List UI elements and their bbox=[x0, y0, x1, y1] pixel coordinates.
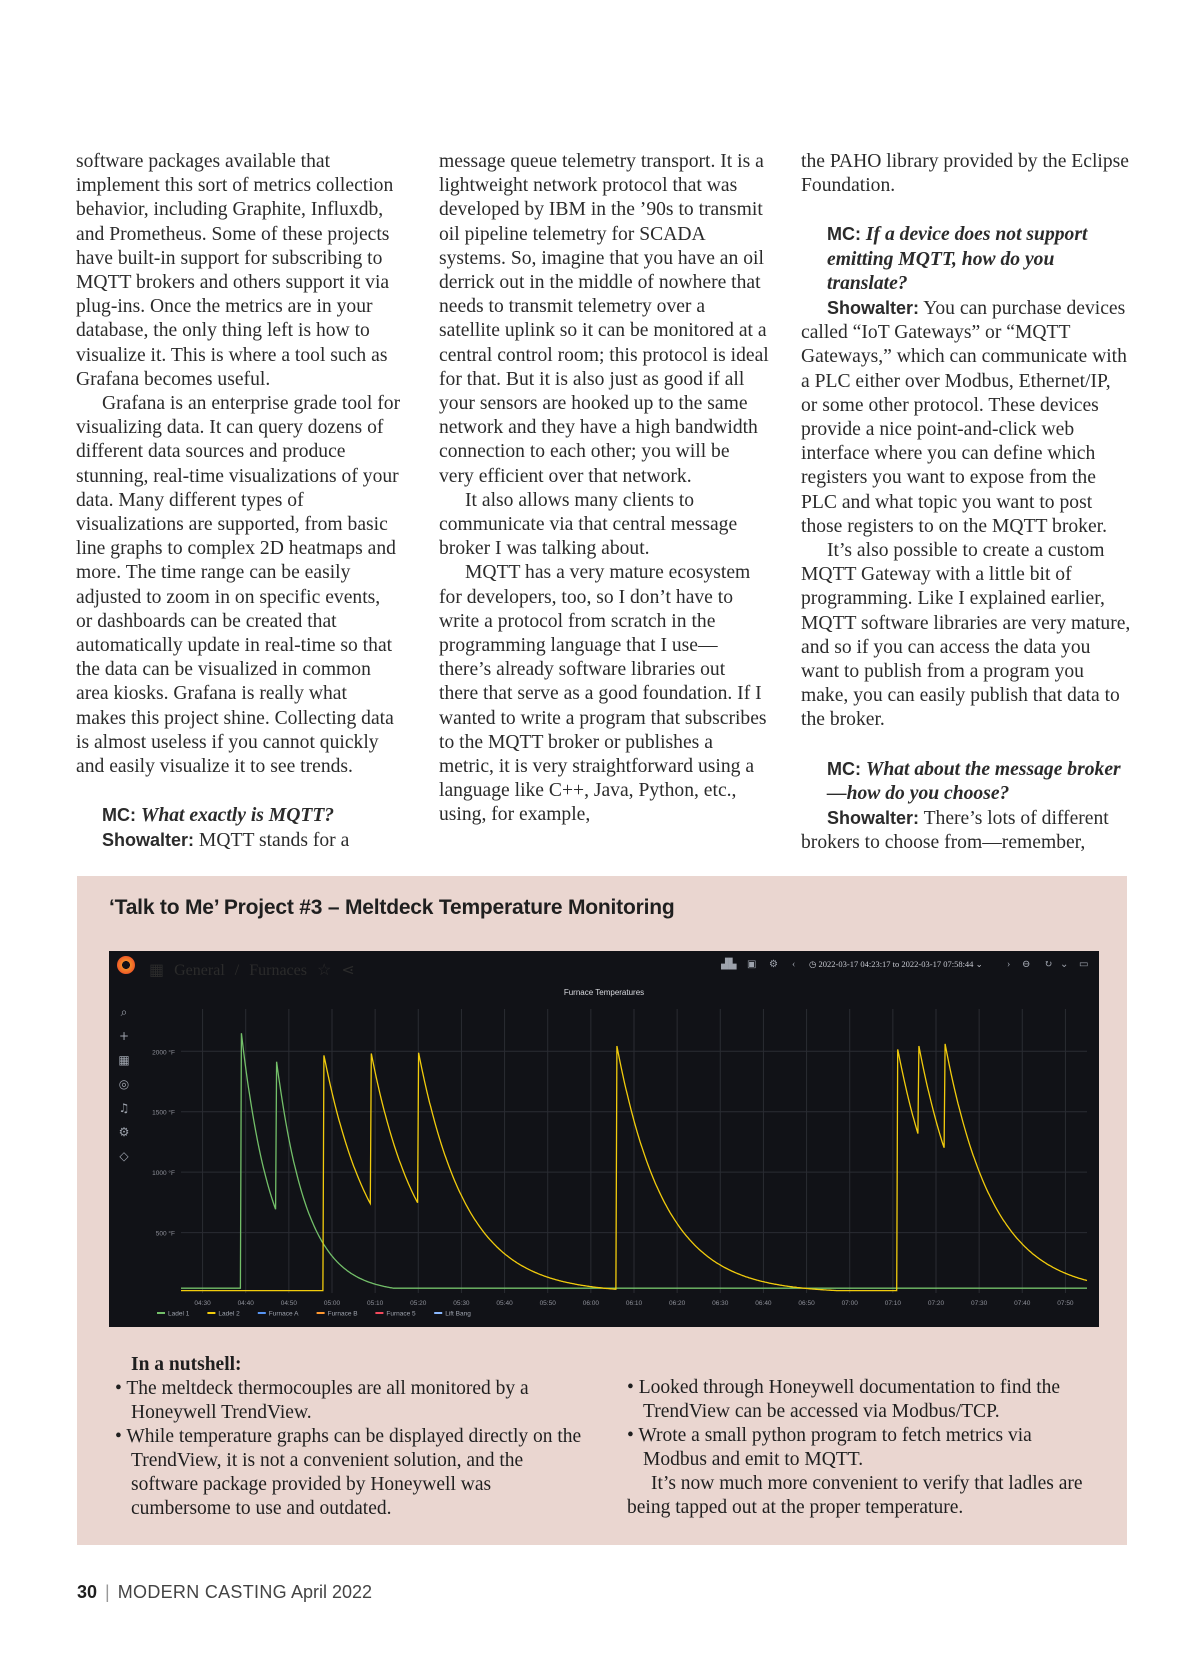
question-mqtt: MC: What exactly is MQTT? bbox=[102, 805, 335, 827]
save-icon[interactable]: ▣ bbox=[747, 959, 757, 970]
refresh-dropdown-icon[interactable]: ⌄ bbox=[1060, 959, 1069, 970]
x-tick-label: 06:00 bbox=[582, 1300, 599, 1307]
nutshell-closing: It’s now much more convenient to verify that ladles are being tapped out at the proper temperature. bbox=[627, 1473, 1083, 1518]
answer-translate: Showalter: You can purchase devices called “IoT Gateways” or “MQTT Gateways,” which can communicate with a PLC either over Modbus, Ethernet/IP, or some other protocol. These devices provide a nice point-and-click web interface where you can define which registers you want to expose from the PLC and what topic you want to post those registers to on the MQTT broker. bbox=[801, 298, 1127, 537]
paragraph: Grafana is an enterprise grade tool for visualizing data. It can query dozens of different data sources and produce stunning, real-time visualizations of your data. Many different types of visualizations are supported, from basic line graphs to complex 2D heatmaps and more. The time range can be easily adjusted to zoom in on specific events, or dashboards can be created that automatically update in real-time so that the data can be visualized in common area kiosks. Grafana is really what makes this project shine. Collecting data is almost useless if you cannot quickly and easily visualize it to see trends. bbox=[76, 393, 401, 778]
x-tick-label: 05:20 bbox=[410, 1300, 427, 1307]
article-column-1 bbox=[76, 150, 401, 854]
legend-label: Furnace B bbox=[327, 1310, 358, 1318]
x-tick-label: 06:50 bbox=[798, 1300, 815, 1307]
y-tick-label: 500 °F bbox=[155, 1230, 175, 1238]
grafana-dashboard-screenshot bbox=[109, 951, 1099, 1327]
tv-mode-icon[interactable]: ▭ bbox=[1079, 959, 1089, 970]
x-tick-label: 07:50 bbox=[1057, 1300, 1074, 1307]
breadcrumb-separator: / bbox=[234, 962, 240, 979]
x-tick-label: 06:10 bbox=[625, 1300, 643, 1307]
x-tick-label: 07:30 bbox=[971, 1300, 988, 1307]
article-column-2 bbox=[439, 150, 769, 828]
question-translate: MC: If a device does not support emitting MQTT, how do you translate? bbox=[827, 224, 1088, 294]
dashboards-grid-icon: ▦ bbox=[149, 962, 165, 979]
paragraph: It’s also possible to create a custom MQTT Gateway with a little bit of programming. Like I explained earlier, MQTT software libraries are very mature, and so if you can access the data you want to publish from a program you make, you can easily publish that data to the broker. bbox=[801, 540, 1131, 731]
paragraph: MQTT has a very mature ecosystem for developers, too, so I don’t have to write a protocol from scratch in the programming language that I use—there’s already software libraries out there that serve as a good foundation. If I wanted to write a program that subscribes to the MQTT broker or publishes a metric, it is very straightforward using a language like C++, Java, Python, etc., using, for example, bbox=[439, 562, 767, 826]
legend-label: Furnace A bbox=[268, 1310, 299, 1318]
legend-label: Furnace 5 bbox=[386, 1310, 416, 1318]
x-tick-label: 06:20 bbox=[669, 1300, 686, 1307]
x-tick-label: 05:40 bbox=[496, 1300, 513, 1307]
add-panel-icon[interactable]: ▟▙ bbox=[721, 959, 737, 970]
footer-separator: | bbox=[105, 1582, 110, 1602]
zoom-out-icon[interactable]: ⊖ bbox=[1022, 959, 1031, 970]
x-tick-label: 07:10 bbox=[884, 1300, 901, 1307]
x-tick-label: 05:00 bbox=[323, 1300, 341, 1307]
project-sidebar bbox=[77, 876, 1127, 1545]
y-tick-label: 2000 °F bbox=[152, 1049, 175, 1057]
x-tick-label: 05:30 bbox=[453, 1300, 470, 1307]
paragraph: It also allows many clients to communicate via that central message broker I was talking about. bbox=[439, 489, 738, 560]
breadcrumb-dashboard[interactable]: Furnaces bbox=[249, 962, 307, 979]
star-icon[interactable]: ☆ bbox=[316, 962, 332, 979]
y-tick-label: 1000 °F bbox=[152, 1170, 175, 1178]
sidebar-title: ‘Talk to Me’ Project #3 – Meltdeck Temperature Monitoring bbox=[109, 896, 675, 919]
paragraph: message queue telemetry transport. It is a lightweight network protocol that was developed by IBM in the ’90s to transmit oil pipeline telemetry for SCADA systems. So, imagine that you have an oil derrick out in the middle of nowhere that needs to transmit telemetry over a satellite uplink so it can be monitored at a central control room; this protocol is ideal for that. But it is also just as good if all your sensors are hooked up to the same network and they have a high bandwidth connection to each other; you will be very efficient over that network. bbox=[439, 151, 769, 487]
time-back-icon[interactable]: ‹ bbox=[792, 959, 796, 970]
nutshell-heading: In a nutshell: bbox=[131, 1354, 242, 1375]
explore-icon[interactable]: ◎ bbox=[118, 1077, 130, 1091]
x-tick-label: 04:30 bbox=[194, 1300, 211, 1307]
nutshell-right bbox=[627, 1376, 1097, 1520]
x-tick-label: 07:40 bbox=[1014, 1300, 1031, 1307]
time-forward-icon[interactable]: › bbox=[1007, 959, 1011, 970]
breadcrumb-folder[interactable]: General bbox=[174, 962, 225, 979]
x-tick-label: 04:50 bbox=[280, 1300, 297, 1307]
legend-label: Lift Bang bbox=[445, 1310, 471, 1318]
nutshell-left bbox=[115, 1353, 585, 1521]
answer-mqtt: Showalter: MQTT stands for a bbox=[102, 830, 350, 852]
share-icon[interactable]: ⋖ bbox=[341, 962, 355, 979]
paragraph: the PAHO library provided by the Eclipse Foundation. bbox=[801, 151, 1129, 197]
shield-icon[interactable]: ◇ bbox=[119, 1149, 129, 1163]
legend-label: Ladel 1 bbox=[168, 1310, 190, 1318]
x-tick-label: 07:00 bbox=[841, 1300, 858, 1307]
y-tick-label: 1500 °F bbox=[152, 1109, 175, 1117]
x-tick-label: 05:10 bbox=[367, 1300, 384, 1307]
search-icon[interactable]: ⌕ bbox=[120, 1005, 128, 1019]
alerting-bell-icon[interactable]: ♫ bbox=[118, 1101, 130, 1115]
page-number: 30 bbox=[77, 1582, 98, 1602]
dashboards-icon[interactable]: ▦ bbox=[118, 1053, 130, 1067]
plus-icon[interactable]: + bbox=[118, 1029, 130, 1043]
magazine-name: MODERN CASTING bbox=[117, 1582, 287, 1602]
settings-gear-icon[interactable]: ⚙ bbox=[769, 959, 778, 970]
furnace-temperature-chart bbox=[109, 951, 1099, 1327]
nutshell-bullet: • While temperature graphs can be displayed directly on the TrendView, it is not a convenient solution, and the software package provided by Honeywell was cumbersome to use and outdated. bbox=[115, 1426, 582, 1519]
x-tick-label: 06:30 bbox=[712, 1300, 729, 1307]
x-tick-label: 07:20 bbox=[927, 1300, 945, 1307]
nutshell-bullet: • Looked through Honeywell documentation to find the TrendView can be accessed via Modbus/TCP. bbox=[627, 1377, 1061, 1422]
panel-title: Furnace Temperatures bbox=[563, 988, 645, 997]
question-broker: MC: What about the message broker—how do you choose? bbox=[827, 758, 1121, 804]
refresh-icon[interactable]: ↻ bbox=[1044, 959, 1053, 970]
x-tick-label: 06:40 bbox=[755, 1300, 772, 1307]
nutshell-bullet: • Wrote a small python program to fetch metrics via Modbus and emit to MQTT. bbox=[627, 1425, 1032, 1470]
config-gear-icon[interactable]: ⚙ bbox=[118, 1125, 130, 1139]
paragraph: software packages available that implement this sort of metrics collection behavior, including Graphite, Influxdb, and Prometheus. Some of these projects have built-in support for subscribing to MQTT brokers and others support it via plug-ins. Once the metrics are in your database, the only thing left is how to visualize it. This is where a tool such as Grafana becomes useful. bbox=[76, 151, 394, 390]
legend-label: Ladel 2 bbox=[218, 1310, 240, 1318]
article-column-3 bbox=[801, 150, 1131, 855]
page-footer bbox=[77, 1582, 372, 1603]
x-tick-label: 05:50 bbox=[539, 1300, 556, 1307]
answer-broker: Showalter: There’s lots of different brokers to choose from—remember, bbox=[801, 808, 1109, 854]
nutshell-bullet: • The meltdeck thermocouples are all monitored by a Honeywell TrendView. bbox=[115, 1378, 529, 1423]
x-tick-label: 04:40 bbox=[237, 1300, 254, 1307]
time-range-picker[interactable]: ◷ 2022-03-17 04:23:17 to 2022-03-17 07:58:44 ⌄ bbox=[809, 959, 983, 969]
issue-date: April 2022 bbox=[290, 1582, 373, 1602]
